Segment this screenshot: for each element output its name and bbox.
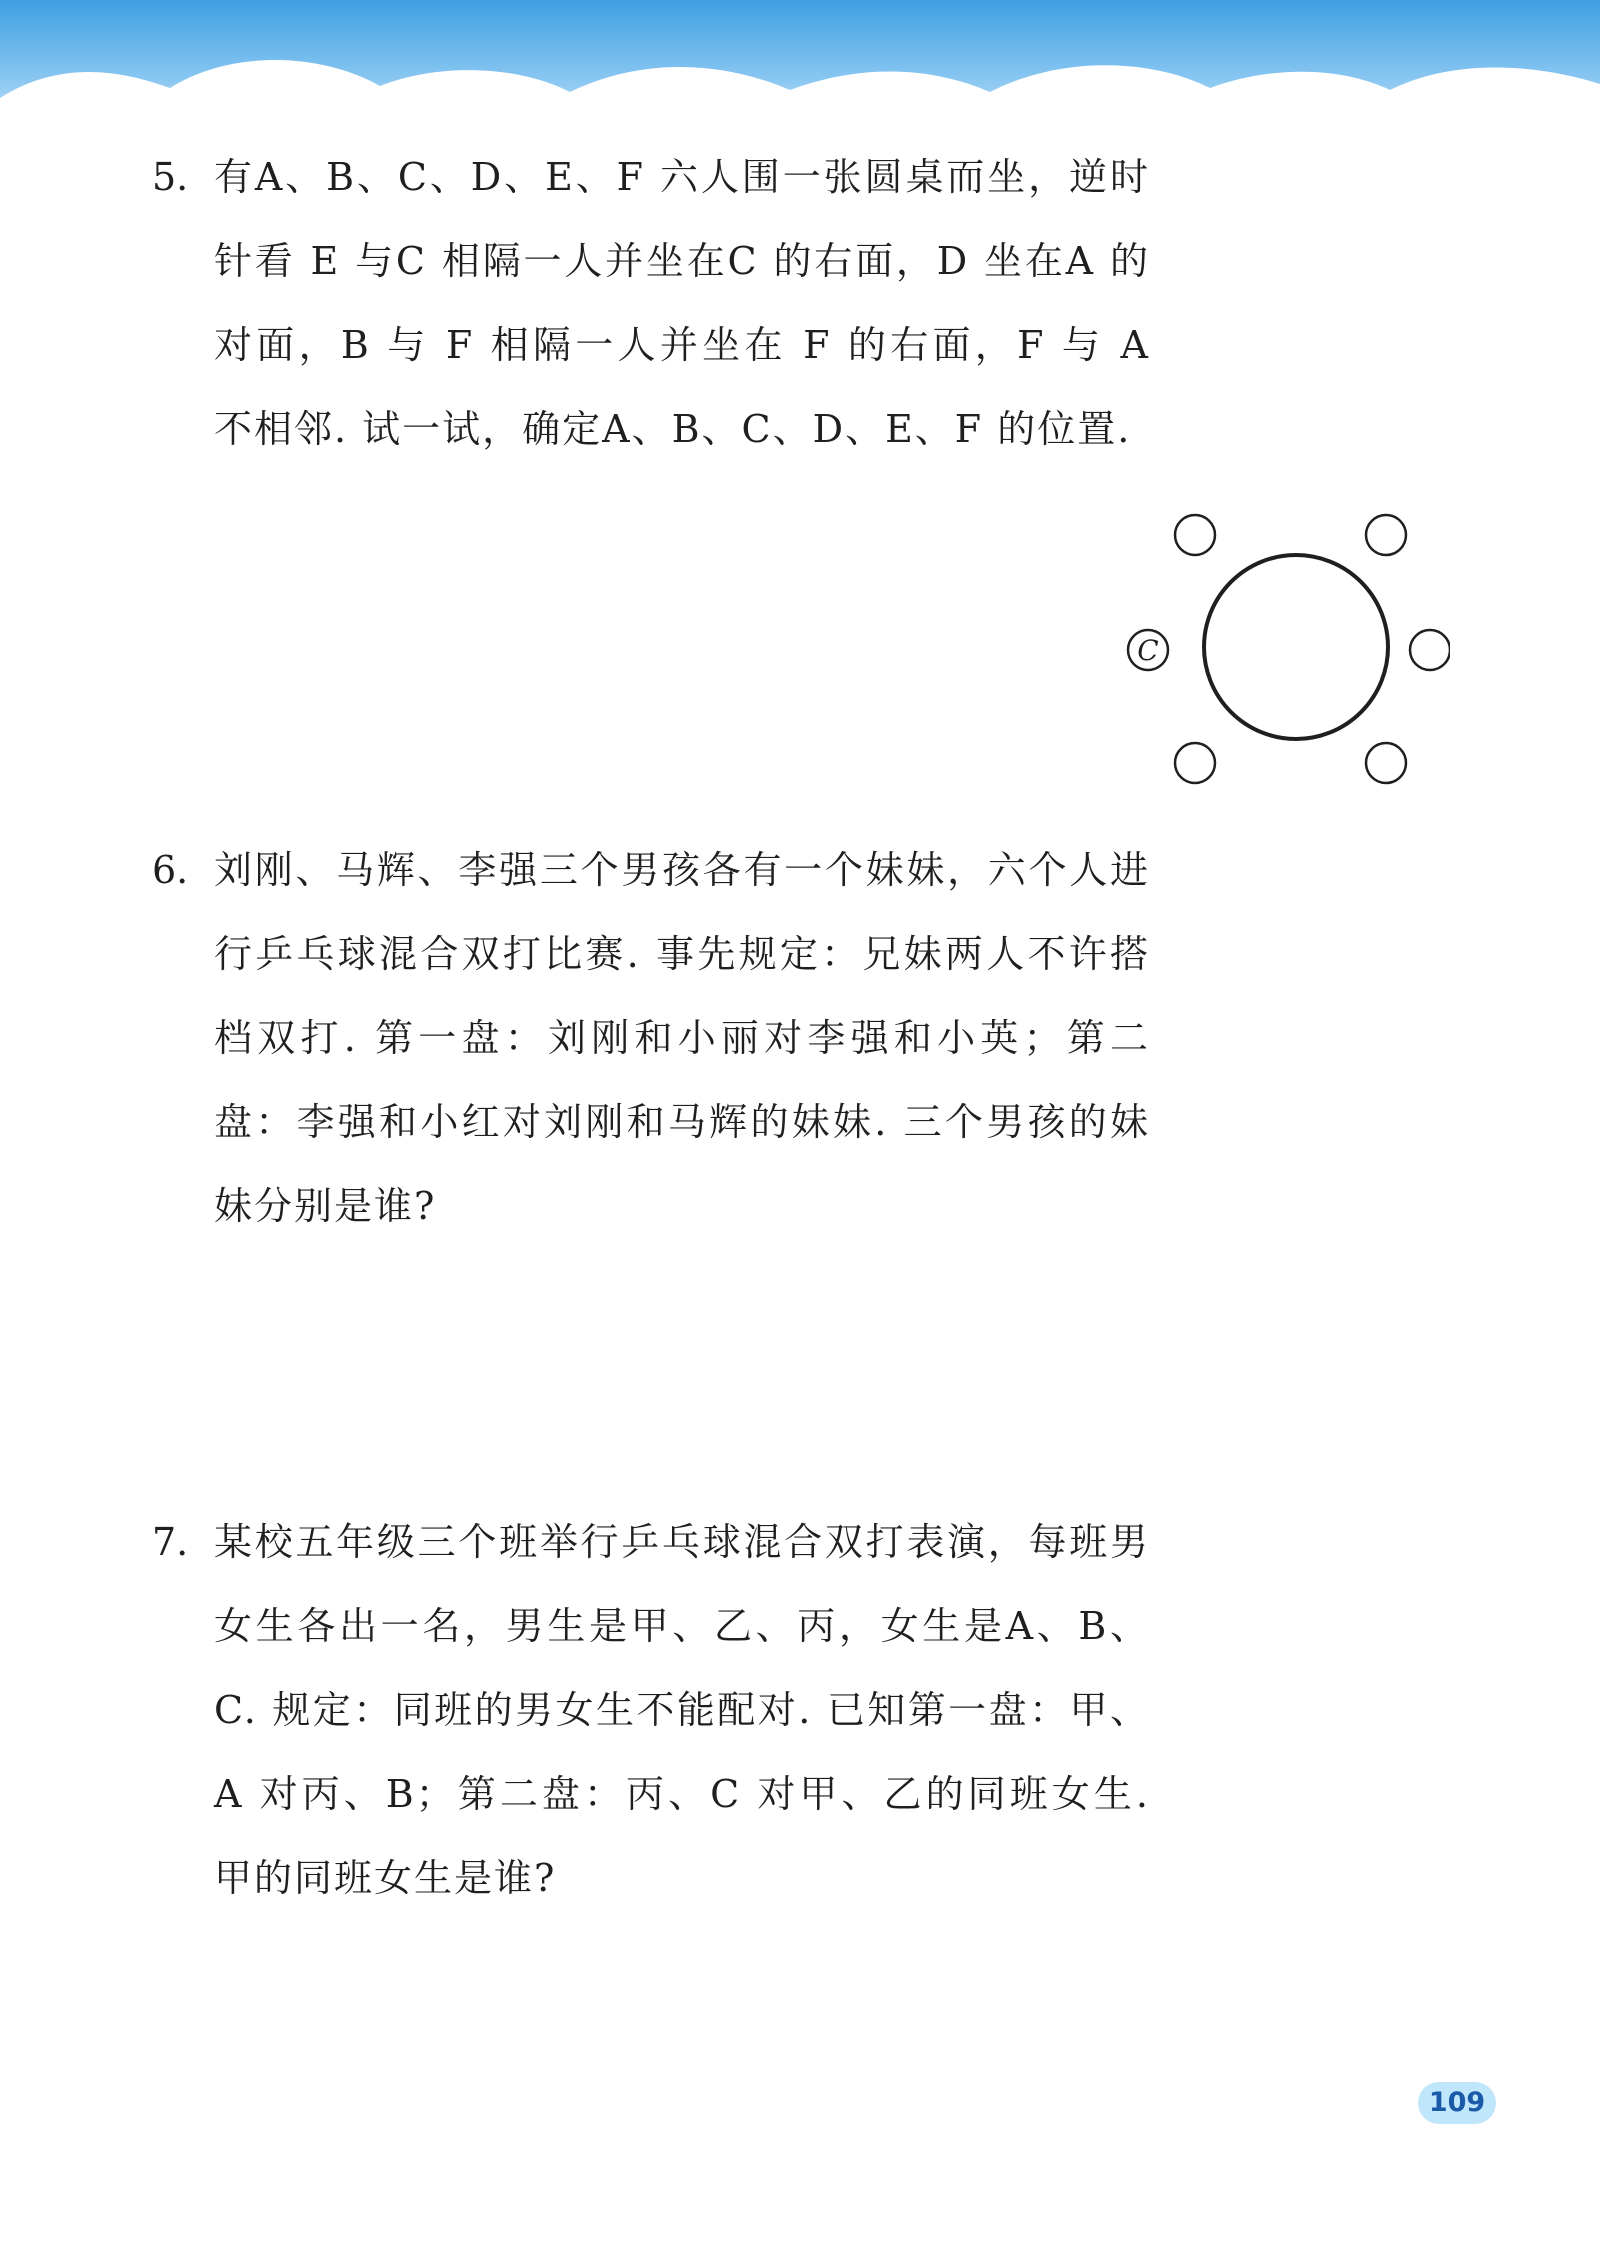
seat-circle: [1175, 515, 1215, 555]
header-sky-banner: [0, 0, 1600, 150]
round-table: [1204, 555, 1388, 739]
problem-number: 7.: [152, 1520, 189, 1564]
problem-number: 5.: [152, 155, 189, 199]
problem-text: 刘刚、马辉、李强三个男孩各有一个妹妹，六个人进行乒乓球混合双打比赛. 事先规定：兄妹两人不许搭档双打. 第一盘：刘刚和小丽对李强和小英；第二盘：李强和小红对刘刚和马辉的妹妹. 三个男孩的妹妹分别是谁?: [214, 848, 1150, 1228]
seat-label-c: C: [1137, 634, 1159, 667]
problem-text: 有A、B、C、D、E、F 六人围一张圆桌而坐，逆时针看 E 与C 相隔一人并坐在C 的右面，D 坐在A 的对面，B 与 F 相隔一人并坐在 F 的右面，F 与 A 不相邻. 试一试，确定A、B、C、D、E、F 的位置.: [214, 155, 1150, 451]
seat-circle: [1175, 743, 1215, 783]
seat-circle: [1366, 743, 1406, 783]
seat-circle: [1366, 515, 1406, 555]
page-number-badge: [1418, 2082, 1496, 2124]
seat-circle: [1410, 630, 1450, 670]
problem-number: 6.: [152, 848, 189, 892]
problem-text: 某校五年级三个班举行乒乓球混合双打表演，每班男女生各出一名，男生是甲、乙、丙，女生是A、B、C. 规定：同班的男女生不能配对. 已知第一盘：甲、A 对丙、B；第二盘：丙、C 对甲、乙的同班女生. 甲的同班女生是谁?: [214, 1520, 1150, 1900]
round-table-diagram: [1110, 505, 1450, 805]
page-number: 109: [1428, 2087, 1486, 2118]
